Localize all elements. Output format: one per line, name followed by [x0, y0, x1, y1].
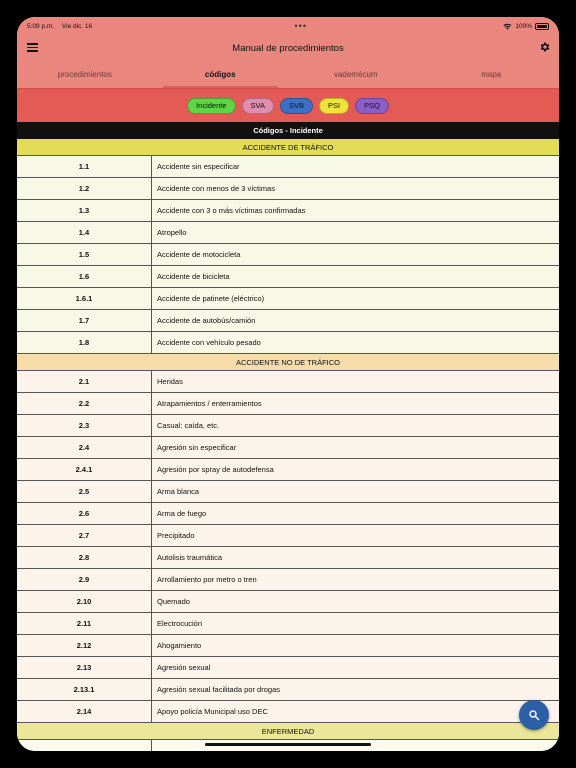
- status-bar: [17, 17, 559, 35]
- table-row[interactable]: [17, 481, 559, 503]
- description-cell: Electrocución: [157, 619, 203, 628]
- description-cell: Arma blanca: [157, 487, 200, 496]
- codes-table: [17, 139, 559, 751]
- table-row[interactable]: [17, 679, 559, 701]
- table-row[interactable]: [17, 310, 559, 332]
- multitasking-dots-icon[interactable]: •••: [294, 21, 307, 31]
- table-row[interactable]: [17, 437, 559, 459]
- tab-mapa[interactable]: mapa: [481, 70, 502, 79]
- table-row[interactable]: [17, 569, 559, 591]
- description-cell: Precipitado: [157, 531, 195, 540]
- battery-icon: [535, 23, 549, 30]
- code-cell: 2.2: [17, 393, 152, 414]
- code-cell: [17, 740, 152, 751]
- description-cell: Atrapamientos / enterramientos: [157, 399, 262, 408]
- code-cell: 2.11: [17, 613, 152, 634]
- code-cell: 1.2: [17, 178, 152, 199]
- filter-chip-psq[interactable]: PSQ: [355, 98, 389, 114]
- table-row[interactable]: [17, 547, 559, 569]
- filter-chip-psi[interactable]: PSI: [319, 98, 349, 114]
- app-bar: [17, 35, 559, 61]
- section-title: Códigos - Incidente: [17, 122, 559, 139]
- page-title: Manual de procedimientos: [232, 42, 344, 54]
- description-cell: Atropello: [157, 228, 187, 237]
- home-indicator[interactable]: [205, 743, 371, 746]
- gear-icon[interactable]: [539, 41, 551, 53]
- code-cell: 1.6: [17, 266, 152, 287]
- description-cell: Accidente de bicicleta: [157, 272, 230, 281]
- description-cell: Accidente sin especificar: [157, 162, 240, 171]
- code-cell: 1.4: [17, 222, 152, 243]
- description-cell: Accidente con menos de 3 víctimas: [157, 184, 275, 193]
- description-cell: Autolisis traumática: [157, 553, 223, 562]
- code-cell: 2.14: [17, 701, 152, 722]
- table-row[interactable]: [17, 393, 559, 415]
- code-cell: 2.13.1: [17, 679, 152, 700]
- code-cell: 2.9: [17, 569, 152, 590]
- code-cell: 2.5: [17, 481, 152, 502]
- table-row[interactable]: [17, 178, 559, 200]
- search-button[interactable]: [519, 700, 549, 730]
- table-row[interactable]: [17, 701, 559, 723]
- code-cell: 1.5: [17, 244, 152, 265]
- description-cell: Arma de fuego: [157, 509, 207, 518]
- tab-codigos[interactable]: códigos: [153, 61, 289, 88]
- code-cell: 2.8: [17, 547, 152, 568]
- code-cell: 2.7: [17, 525, 152, 546]
- group-header: ACCIDENTE NO DE TRÁFICO: [17, 354, 559, 371]
- description-cell: Accidente con 3 o más víctimas confirmadas: [157, 206, 306, 215]
- table-row[interactable]: [17, 503, 559, 525]
- code-cell: 1.3: [17, 200, 152, 221]
- group-header: ACCIDENTE DE TRÁFICO: [17, 139, 559, 156]
- description-cell: Quemado: [157, 597, 190, 606]
- table-row[interactable]: [17, 591, 559, 613]
- code-cell: 2.12: [17, 635, 152, 656]
- status-time: 5:09 p.m.: [27, 22, 55, 30]
- battery-percent: 100%: [515, 22, 532, 30]
- table-row[interactable]: [17, 657, 559, 679]
- table-row[interactable]: [17, 635, 559, 657]
- code-cell: 1.8: [17, 332, 152, 353]
- code-cell: 2.3: [17, 415, 152, 436]
- description-cell: Accidente de patinete (eléctrico): [157, 294, 265, 303]
- code-cell: 2.4: [17, 437, 152, 458]
- description-cell: Agresión sin especificar: [157, 443, 237, 452]
- description-cell: Ahogamiento: [157, 641, 202, 650]
- status-date: Vie dic. 16: [61, 22, 93, 30]
- filter-chip-bar: [17, 88, 559, 122]
- code-cell: 2.4.1: [17, 459, 152, 480]
- description-cell: Arrollamiento por metro o tren: [157, 575, 257, 584]
- code-cell: 1.6.1: [17, 288, 152, 309]
- table-row[interactable]: [17, 613, 559, 635]
- table-row[interactable]: [17, 415, 559, 437]
- tab-vademecum[interactable]: vademécum: [333, 70, 378, 79]
- group-header: ENFERMEDAD: [17, 723, 559, 740]
- filter-chip-incidente[interactable]: Incidente: [187, 98, 235, 114]
- table-row[interactable]: [17, 371, 559, 393]
- tab-bar: [17, 61, 559, 88]
- table-row[interactable]: [17, 222, 559, 244]
- table-row[interactable]: [17, 244, 559, 266]
- description-cell: Accidente de autobús/camión: [157, 316, 256, 325]
- description-cell: Agresión por spray de autodefensa: [157, 465, 274, 474]
- description-cell: Casual: caída, etc.: [157, 421, 220, 430]
- code-cell: 2.10: [17, 591, 152, 612]
- table-row[interactable]: [17, 266, 559, 288]
- table-row[interactable]: [17, 288, 559, 310]
- filter-chip-svb[interactable]: SVB: [280, 98, 313, 114]
- wifi-icon: [503, 23, 512, 30]
- code-cell: 2.6: [17, 503, 152, 524]
- table-row[interactable]: [17, 332, 559, 354]
- search-icon: [528, 709, 540, 721]
- table-row[interactable]: [17, 459, 559, 481]
- table-row[interactable]: [17, 156, 559, 178]
- description-cell: Heridas: [157, 377, 183, 386]
- description-cell: Agresión sexual: [157, 663, 211, 672]
- description-cell: Accidente con vehículo pesado: [157, 338, 261, 347]
- app-window: [17, 17, 559, 751]
- table-row[interactable]: [17, 200, 559, 222]
- description-cell: Agresión sexual facilitada por drogas: [157, 685, 280, 694]
- description-cell: Accidente de motocicleta: [157, 250, 241, 259]
- code-cell: 2.13: [17, 657, 152, 678]
- tab-procedimientos[interactable]: procedimientos: [57, 70, 112, 79]
- description-cell: Apoyo policía Municipal uso DEC: [157, 707, 268, 716]
- table-row[interactable]: [17, 525, 559, 547]
- code-cell: 1.1: [17, 156, 152, 177]
- code-cell: 1.7: [17, 310, 152, 331]
- hamburger-menu-icon[interactable]: [27, 43, 38, 52]
- filter-chip-sva[interactable]: SVA: [242, 98, 274, 114]
- code-cell: 2.1: [17, 371, 152, 392]
